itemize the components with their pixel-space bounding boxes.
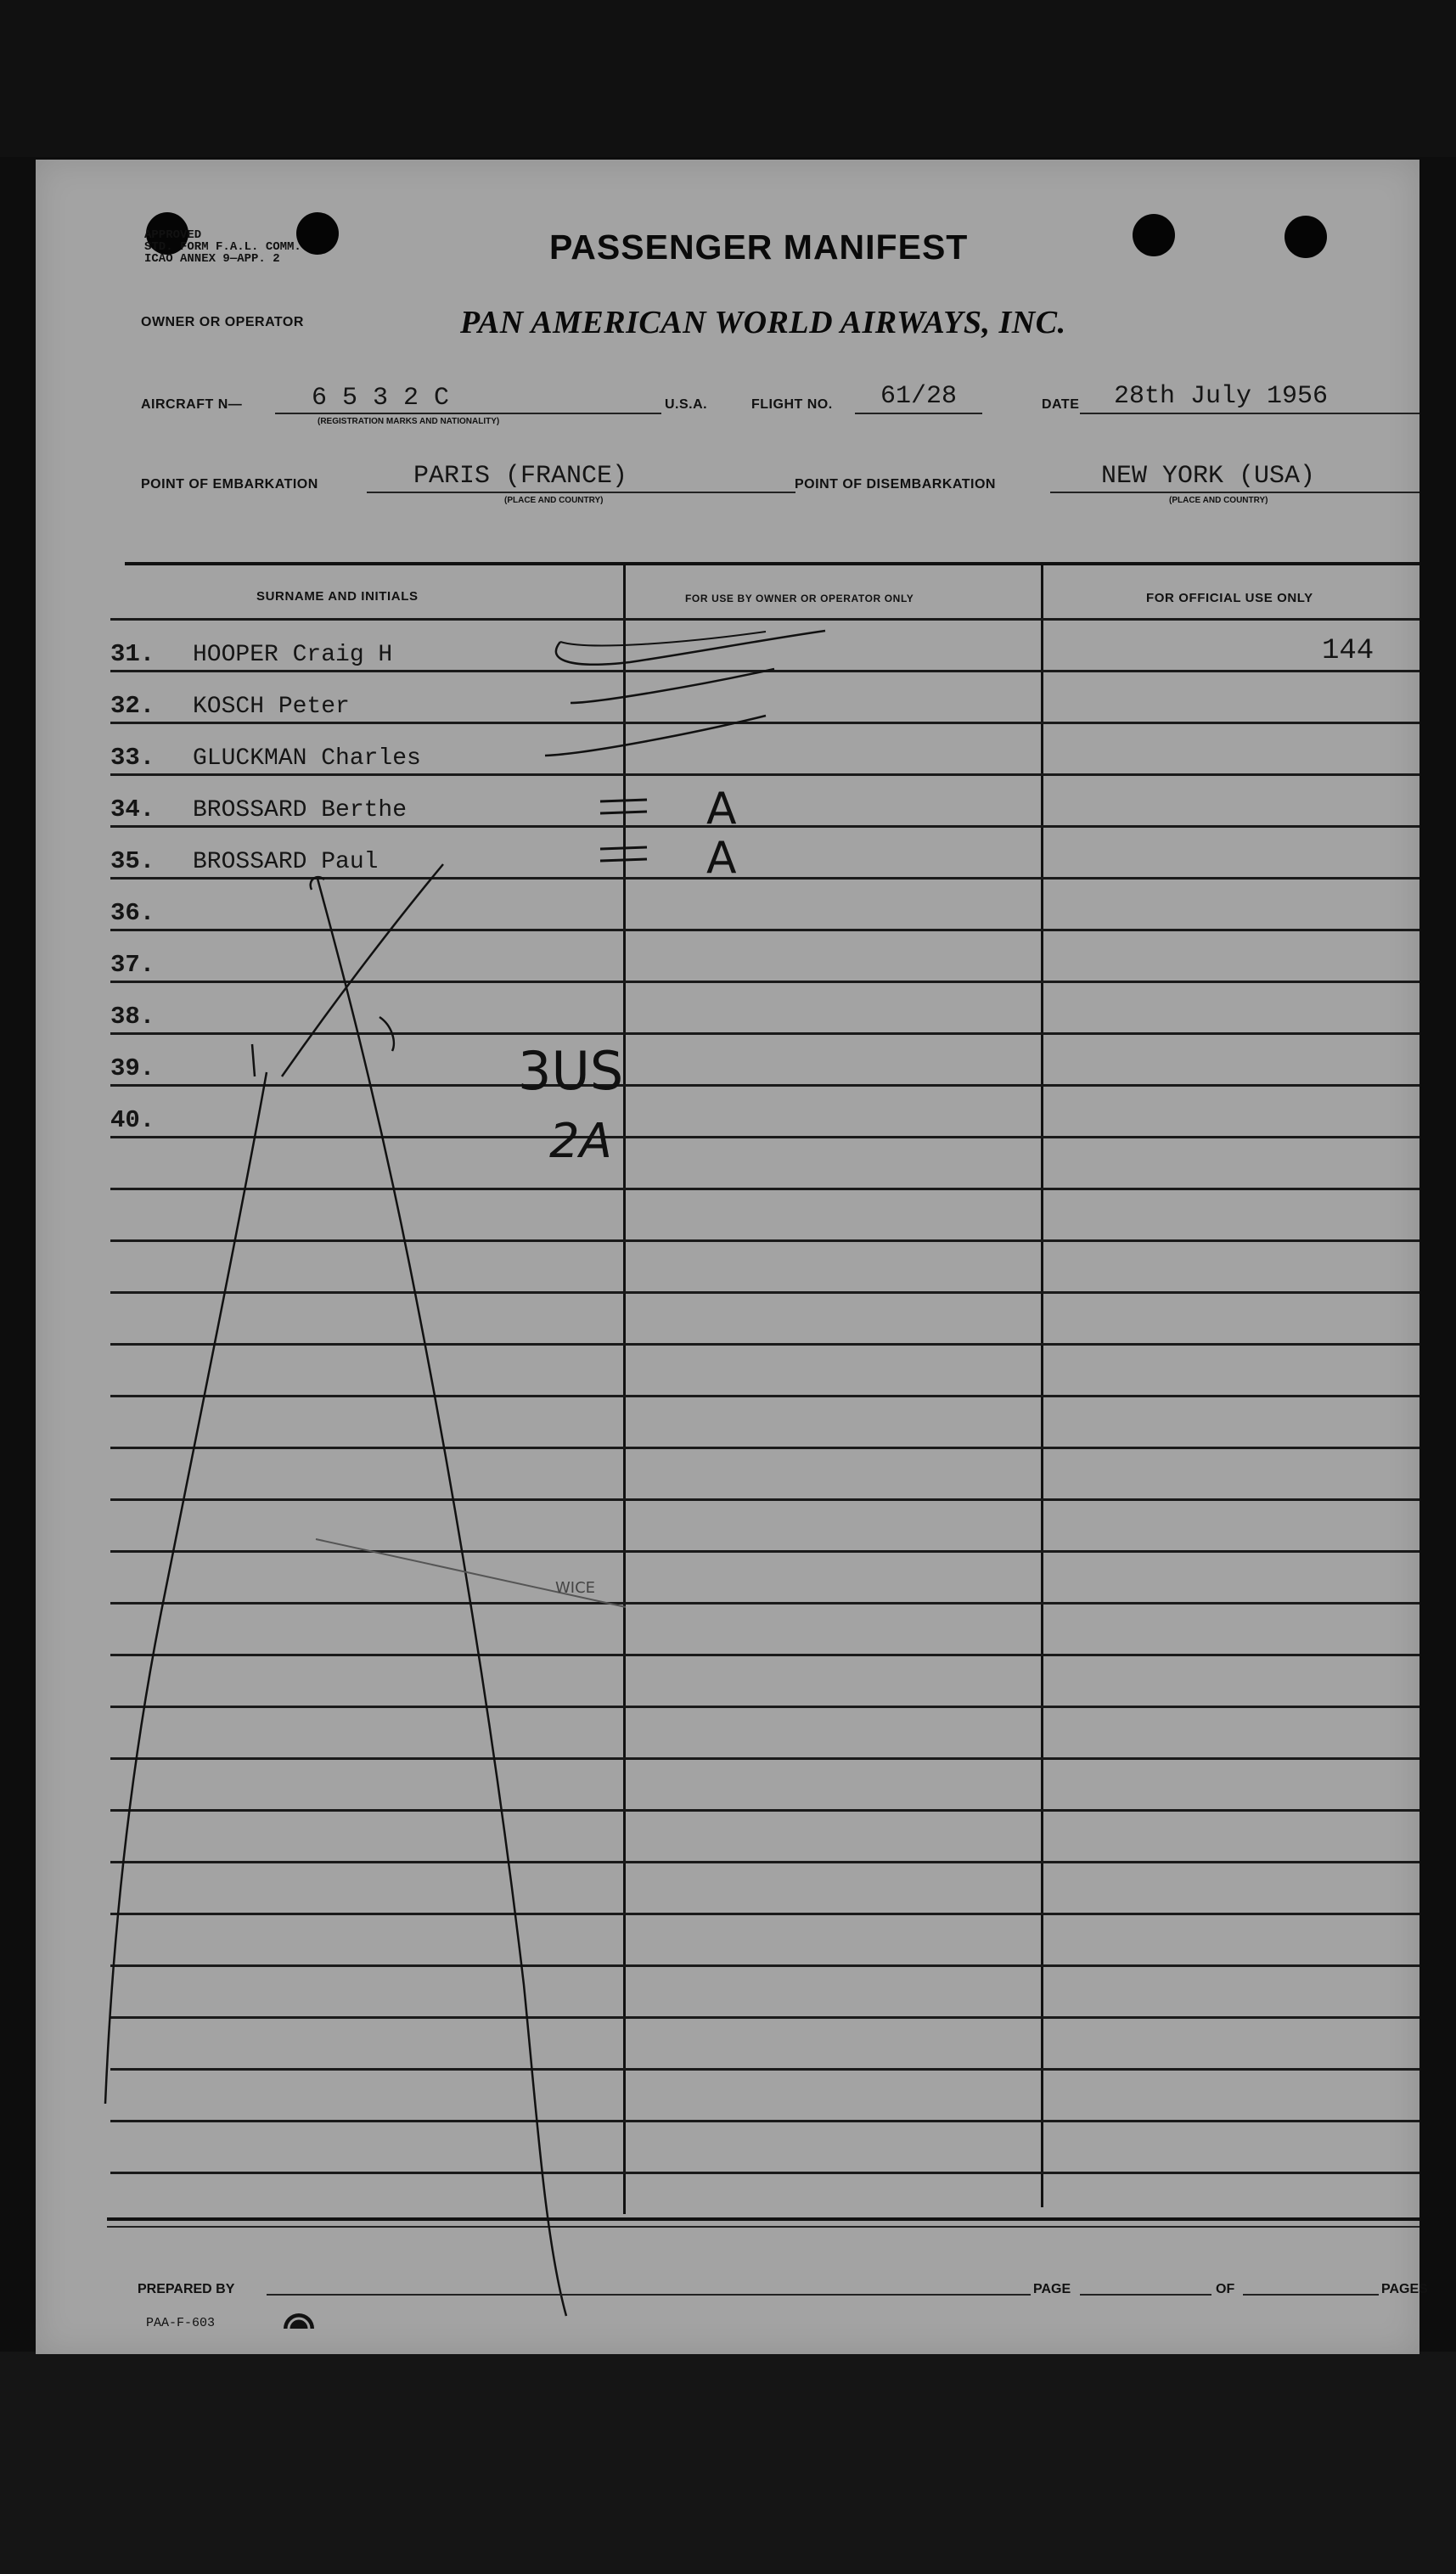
embark-value: PARIS (FRANCE) (413, 462, 628, 491)
owner-label: OWNER OR OPERATOR (141, 315, 304, 329)
dash-mark (600, 859, 647, 861)
check-mark (560, 632, 766, 645)
operator-name: PAN AMERICAN WORLD AIRWAYS, INC. (460, 305, 1066, 340)
prepared-by-label: PREPARED BY (138, 2282, 235, 2296)
handwritten-tally: 3US (518, 1040, 624, 1102)
usa-label: U.S.A. (665, 397, 708, 412)
row-number: 39. (110, 1054, 155, 1082)
cross-out-stroke (282, 864, 443, 1076)
passenger-name: GLUCKMAN Charles (193, 745, 421, 772)
date-label: DATE (1042, 397, 1080, 412)
pages-label: PAGES (1381, 2282, 1428, 2296)
handwritten-a: A (706, 833, 737, 884)
bottom-background (0, 2352, 1456, 2574)
disembark-value: NEW YORK (USA) (1101, 462, 1316, 491)
handwritten-tally: 2A (549, 1114, 612, 1169)
passenger-name: BROSSARD Berthe (193, 797, 408, 823)
row-number: 37. (110, 951, 155, 979)
cross-out-stroke (105, 1072, 267, 2104)
date-value: 28th July 1956 (1114, 382, 1329, 411)
of-label: OF (1216, 2282, 1235, 2296)
faint-stroke (316, 1539, 626, 1607)
embark-sublabel: (PLACE AND COUNTRY) (504, 496, 604, 505)
check-mark (556, 631, 825, 665)
aircraft-sublabel: (REGISTRATION MARKS AND NATIONALITY) (318, 417, 500, 426)
manifest-sheet (36, 160, 1428, 2354)
prepared-by-underline (267, 2294, 1031, 2296)
embark-label: POINT OF EMBARKATION (141, 477, 318, 492)
flight-label: FLIGHT NO. (751, 397, 833, 412)
of-underline (1243, 2294, 1379, 2296)
aircraft-label: AIRCRAFT N— (141, 397, 243, 412)
faint-stamp-text: WICE (555, 1579, 596, 1597)
disembark-label: POINT OF DISEMBARKATION (795, 477, 996, 492)
cross-out-stroke (379, 1017, 394, 1051)
check-mark (545, 716, 766, 756)
column-header-surname: SURNAME AND INITIALS (256, 589, 419, 604)
check-mark (571, 669, 774, 703)
passenger-name: HOOPER Craig H (193, 642, 393, 668)
approval-stamp: APPROVED STD. FORM F.A.L. COMM. ICAO ANNEX 9—APP. 2 (144, 228, 301, 266)
cross-out-stroke (252, 1044, 255, 1076)
row-number: 38. (110, 1003, 155, 1031)
handwritten-a: A (706, 784, 737, 835)
aircraft-value: 6 5 3 2 C (312, 384, 450, 413)
column-header-official: FOR OFFICIAL USE ONLY (1146, 591, 1313, 605)
flight-value: 61/28 (880, 382, 958, 411)
disembark-sublabel: (PLACE AND COUNTRY) (1169, 496, 1268, 505)
row-number: 35. (110, 847, 155, 875)
page-underline (1080, 2294, 1211, 2296)
row-number: 40. (110, 1106, 155, 1134)
dash-mark (600, 812, 647, 813)
handwriting-layer (36, 160, 1419, 2354)
row-number: 34. (110, 795, 155, 823)
official-count: 144 (1322, 635, 1374, 667)
page-title: PASSENGER MANIFEST (549, 228, 969, 267)
passenger-name: KOSCH Peter (193, 694, 350, 720)
dash-mark (600, 847, 647, 849)
top-background (0, 0, 1456, 157)
passenger-name: BROSSARD Paul (193, 849, 379, 875)
form-number: PAA-F-603 (146, 2316, 216, 2330)
logo-icon (282, 2312, 316, 2330)
row-number: 32. (110, 692, 155, 720)
row-number: 36. (110, 899, 155, 927)
row-number: 31. (110, 640, 155, 668)
dash-mark (600, 800, 647, 801)
column-header-operator: FOR USE BY OWNER OR OPERATOR ONLY (685, 593, 914, 604)
row-number: 33. (110, 744, 155, 772)
page-label: PAGE (1033, 2282, 1071, 2296)
